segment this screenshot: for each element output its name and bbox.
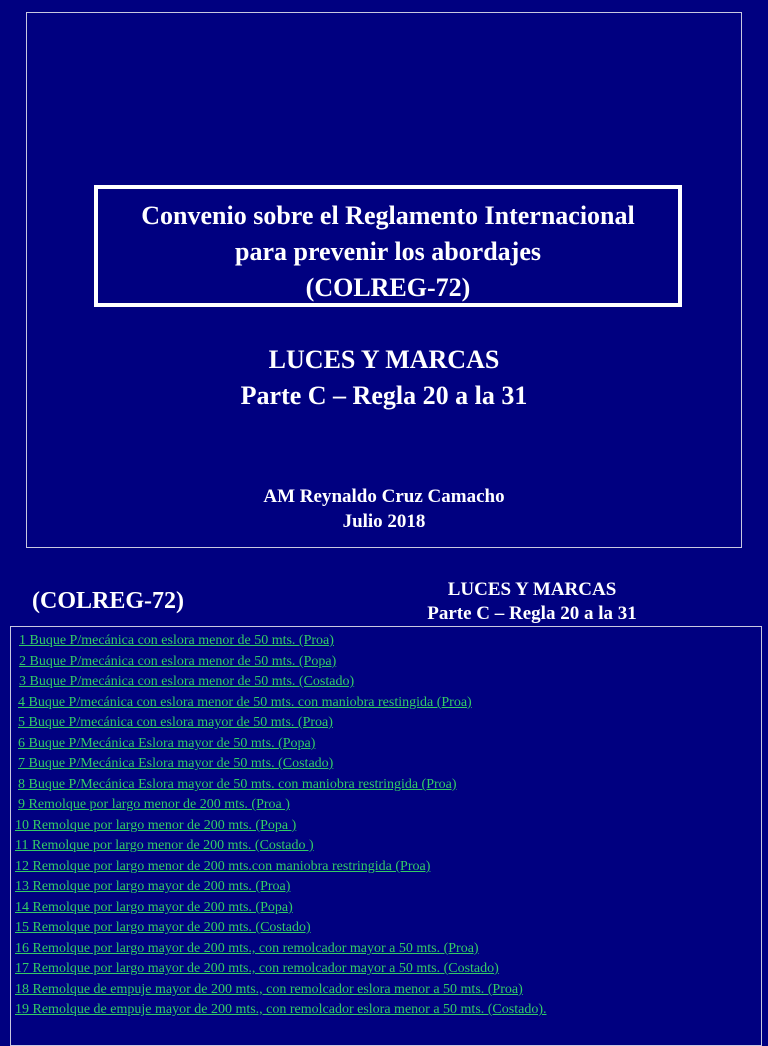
index-link-13[interactable]: 13 Remolque por largo mayor de 200 mts. (Proa) bbox=[15, 879, 291, 894]
index-link-10[interactable]: 10 Remolque por largo menor de 200 mts. (Popa ) bbox=[15, 818, 297, 833]
colreg-label: (COLREG-72) bbox=[32, 588, 184, 614]
index-link-15[interactable]: 15 Remolque por largo mayor de 200 mts. (Costado) bbox=[15, 920, 311, 935]
index-link-11[interactable]: 11 Remolque por largo menor de 200 mts. (Costado ) bbox=[15, 838, 314, 853]
index-link-4[interactable]: 4 Buque P/mecánica con eslora menor de 50 mts. con maniobra restingida (Proa) bbox=[18, 695, 472, 710]
index-header-line-2: Parte C – Regla 20 a la 31 bbox=[427, 603, 637, 624]
index-link-9[interactable]: 9 Remolque por largo menor de 200 mts. (Proa ) bbox=[18, 797, 290, 812]
index-link-7[interactable]: 7 Buque P/Mecánica Eslora mayor de 50 mts. (Costado) bbox=[18, 756, 334, 771]
subtitle-line-1: LUCES Y MARCAS bbox=[268, 345, 500, 374]
index-link-14[interactable]: 14 Remolque por largo mayor de 200 mts. (Popa) bbox=[15, 900, 293, 915]
index-list bbox=[10, 626, 762, 1046]
index-link-1[interactable]: 1 Buque P/mecánica con eslora menor de 50 mts. (Proa) bbox=[19, 633, 334, 648]
index-link-3[interactable]: 3 Buque P/mecánica con eslora menor de 50 mts. (Costado) bbox=[19, 674, 355, 689]
index-link-2[interactable]: 2 Buque P/mecánica con eslora menor de 50 mts. (Popa) bbox=[19, 654, 337, 669]
index-header-line-1: LUCES Y MARCAS bbox=[447, 579, 617, 600]
title-box bbox=[94, 185, 682, 307]
index-link-5[interactable]: 5 Buque P/mecánica con eslora mayor de 50 mts. (Proa) bbox=[18, 715, 333, 730]
index-link-16[interactable]: 16 Remolque por largo mayor de 200 mts., con remolcador mayor a 50 mts. (Proa) bbox=[15, 941, 479, 956]
index-link-19[interactable]: 19 Remolque de empuje mayor de 200 mts., con remolcador eslora menor a 50 mts. (Costado). bbox=[15, 1002, 547, 1017]
index-link-8[interactable]: 8 Buque P/Mecánica Eslora mayor de 50 mts. con maniobra restringida (Proa) bbox=[18, 777, 457, 792]
title-line-3: (COLREG-72) bbox=[305, 273, 471, 302]
title-line-2: para prevenir los abordajes bbox=[235, 237, 541, 266]
author-name: AM Reynaldo Cruz Camacho bbox=[263, 486, 505, 507]
title-line-1: Convenio sobre el Reglamento Internacional bbox=[141, 201, 635, 230]
index-link-12[interactable]: 12 Remolque por largo menor de 200 mts.con maniobra restringida (Proa) bbox=[15, 859, 431, 874]
index-link-17[interactable]: 17 Remolque por largo mayor de 200 mts., con remolcador mayor a 50 mts. (Costado) bbox=[15, 961, 499, 976]
index-link-6[interactable]: 6 Buque P/Mecánica Eslora mayor de 50 mts. (Popa) bbox=[18, 736, 316, 751]
index-header bbox=[390, 578, 674, 626]
index-link-18[interactable]: 18 Remolque de empuje mayor de 200 mts., con remolcador eslora menor a 50 mts. (Proa) bbox=[15, 982, 523, 997]
author-date: Julio 2018 bbox=[342, 511, 426, 532]
subtitle-line-2: Parte C – Regla 20 a la 31 bbox=[240, 381, 528, 410]
